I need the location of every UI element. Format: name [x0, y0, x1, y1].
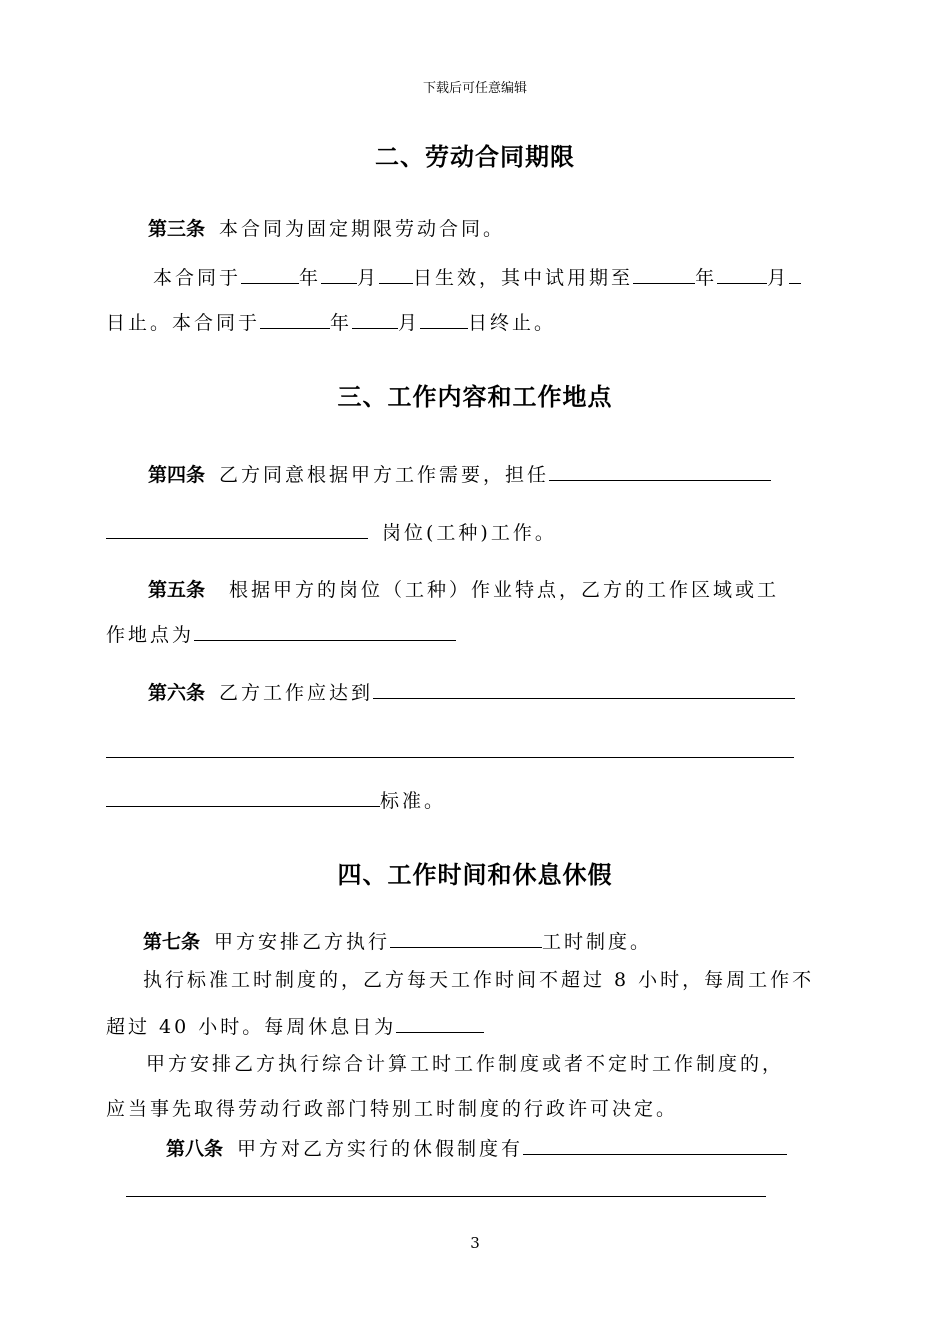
article-6-text: 乙方工作应达到	[219, 682, 374, 704]
blank-position[interactable]	[106, 520, 368, 539]
text-fragment: 年	[695, 267, 718, 289]
article-8-label: 第八条	[166, 1138, 224, 1160]
blank-year[interactable]	[241, 265, 299, 284]
blank-day[interactable]	[379, 265, 413, 284]
article-7-para2-line2	[106, 1014, 484, 1039]
blank-position[interactable]	[549, 462, 771, 481]
article-7	[143, 929, 652, 954]
page-header-note: 下载后可任意编辑	[422, 81, 527, 96]
article-7-para3-line2: 应当事先取得劳动行政部门特别工时制度的行政许可决定。	[106, 1098, 679, 1120]
article-8	[166, 1136, 787, 1161]
article-7-text: 甲方安排乙方执行	[214, 931, 391, 953]
article-8-text: 甲方对乙方实行的休假制度有	[237, 1138, 524, 1160]
page-number: 3	[470, 1234, 480, 1252]
article-4-label: 第四条	[148, 464, 206, 486]
article-3-dates-line	[153, 265, 801, 290]
article-6	[148, 680, 795, 705]
article-3-label: 第三条	[148, 218, 206, 240]
article-3	[148, 217, 505, 241]
article-4-text: 乙方同意根据甲方工作需要，担任	[219, 464, 550, 486]
article-4-tail: 岗位(工种)工作。	[382, 522, 557, 544]
blank-standard-line[interactable]	[106, 757, 794, 758]
blank-month[interactable]	[717, 265, 767, 284]
blank-day[interactable]	[789, 265, 801, 284]
section-title-job-content: 三、工作内容和工作地点	[337, 383, 613, 411]
text-fragment: 日止。本合同于	[106, 312, 261, 334]
text-fragment: 月	[767, 267, 790, 289]
blank-day[interactable]	[420, 310, 468, 329]
blank-hours-system[interactable]	[390, 929, 542, 948]
blank-leave-system-line[interactable]	[126, 1196, 766, 1197]
article-7-para3-line1: 甲方安排乙方执行综合计算工时工作制度或者不定时工作制度的，	[146, 1053, 785, 1075]
article-6-tail: 标准。	[380, 790, 447, 812]
blank-year[interactable]	[260, 310, 330, 329]
text-fragment: 日终止。	[468, 312, 557, 334]
article-5-cont-text: 作地点为	[106, 624, 195, 646]
text-fragment: 月	[398, 312, 421, 334]
section-title-working-hours: 四、工作时间和休息休假	[337, 861, 613, 889]
blank-rest-day[interactable]	[396, 1014, 484, 1033]
blank-month[interactable]	[352, 310, 398, 329]
blank-leave-system[interactable]	[523, 1136, 787, 1155]
article-7-para2-text: 超过 40 小时。每周休息日为	[106, 1016, 397, 1038]
article-5-label: 第五条	[148, 579, 206, 601]
blank-work-location[interactable]	[194, 622, 456, 641]
article-7-text-after: 工时制度。	[542, 931, 653, 953]
text-fragment: 年	[299, 267, 322, 289]
article-6-label: 第六条	[148, 682, 206, 704]
section-title-contract-term: 二、劳动合同期限	[375, 143, 575, 171]
article-3-text: 本合同为固定期限劳动合同。	[219, 218, 506, 240]
blank-year[interactable]	[633, 265, 695, 284]
text-fragment: 本合同于	[153, 267, 242, 289]
blank-standard[interactable]	[373, 680, 795, 699]
text-fragment: 月	[357, 267, 380, 289]
article-5-text: 根据甲方的岗位（工种）作业特点，乙方的工作区域或工	[229, 579, 780, 601]
blank-standard[interactable]	[106, 788, 380, 807]
article-3-end-line	[106, 310, 556, 335]
text-fragment: 年	[330, 312, 353, 334]
article-4-cont	[106, 520, 557, 545]
article-5	[148, 578, 779, 602]
text-fragment: 日生效，其中试用期至	[413, 267, 634, 289]
article-5-cont	[106, 622, 456, 647]
blank-month[interactable]	[321, 265, 357, 284]
article-4	[148, 462, 771, 487]
article-7-label: 第七条	[143, 931, 201, 953]
article-6-cont	[106, 788, 446, 813]
article-7-para2-line1: 执行标准工时制度的，乙方每天工作时间不超过 8 小时，每周工作不	[143, 969, 815, 991]
